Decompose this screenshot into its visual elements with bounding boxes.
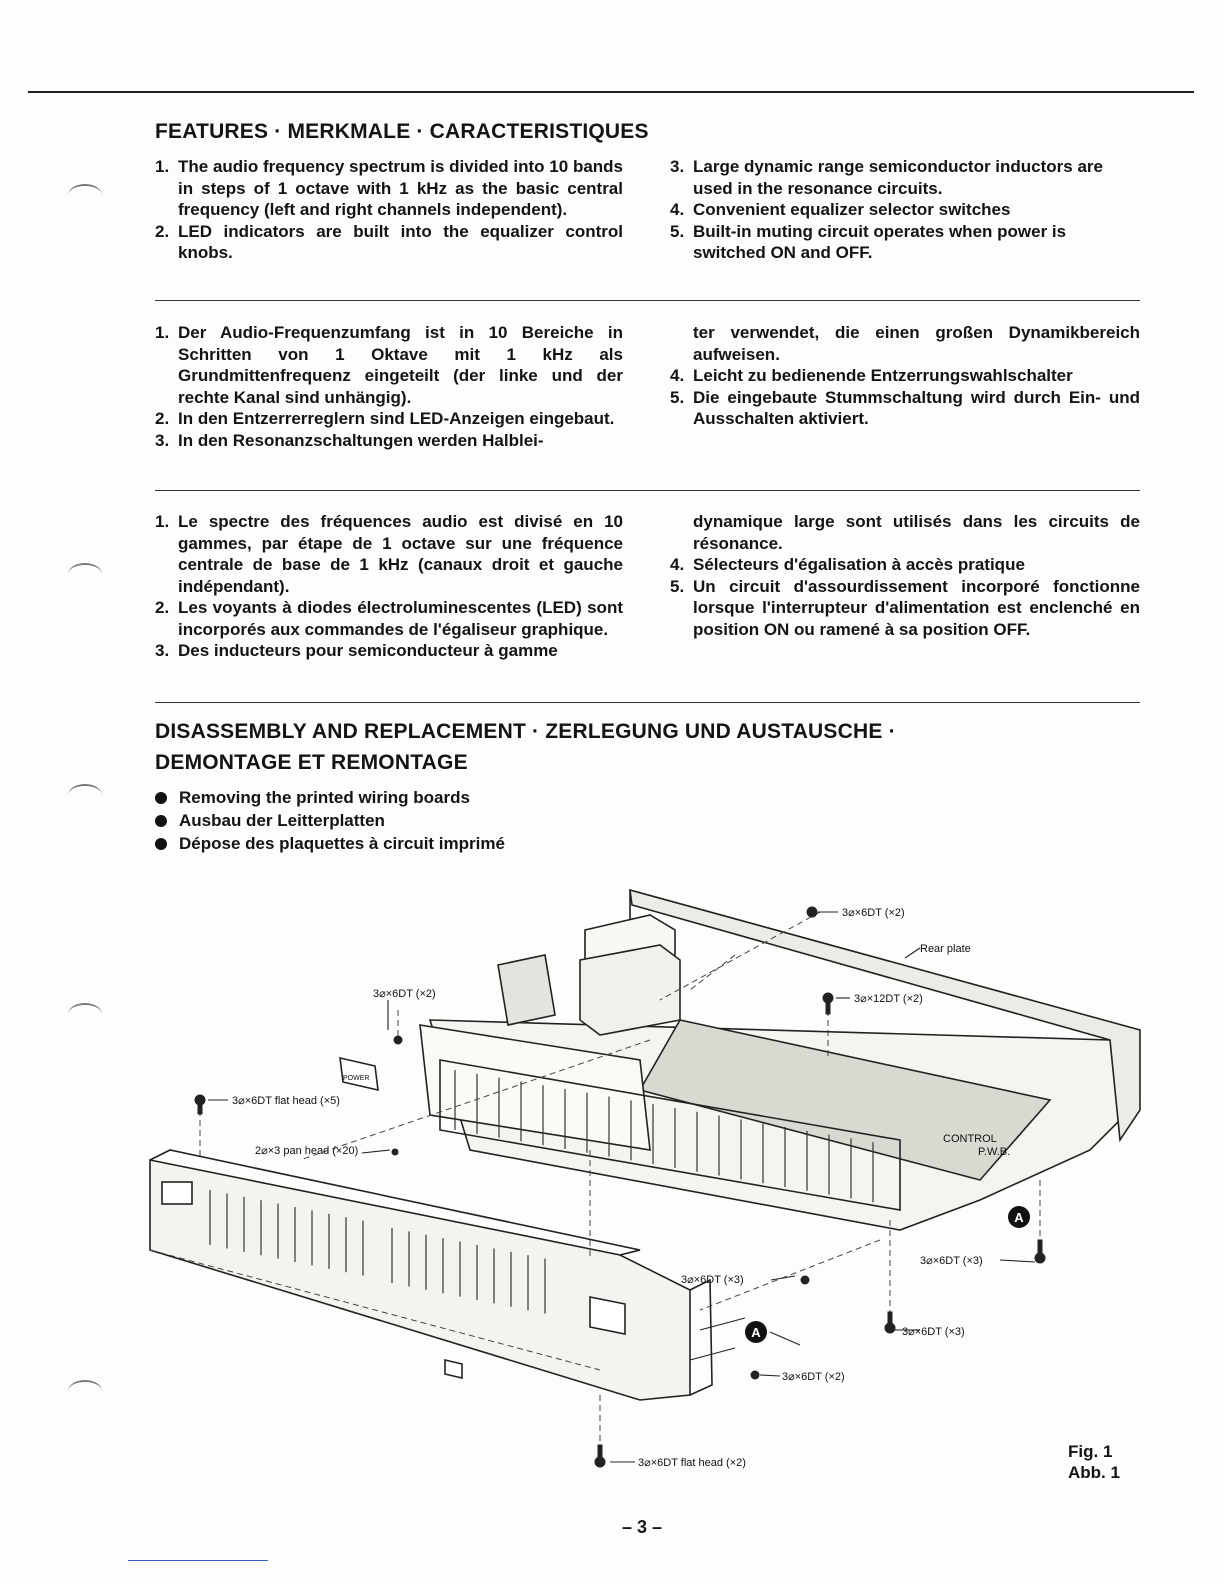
disassembly-bullets: [155, 786, 505, 855]
label-screw-bottom2: 3⌀×6DT (×2): [782, 1371, 845, 1383]
features-fr-left: [155, 511, 623, 662]
list-item: 3. Large dynamic range semiconductor inductors are used in the resonance circuits.: [670, 157, 1104, 198]
header-rule: [28, 91, 1194, 93]
margin-mark: [68, 784, 102, 806]
list-item: 2. Les voyants à diodes électroluminescentes (LED) sont incorporés aux commandes de l'égaliseur graphique.: [155, 598, 623, 639]
list-item: 4. Sélecteurs d'égalisation à accès pratique: [670, 555, 1025, 574]
list-item: 4. Convenient equalizer selector switches: [670, 200, 1011, 219]
list-item: 1. Le spectre des fréquences audio est divisé en 10 gammes, par étape de 1 octave sur une fréquence centrale de base de 1 kHz (canaux droit et gauche indépendant).: [155, 512, 623, 596]
list-item: 5. Un circuit d'assourdissement incorporé fonctionne lorsque l'interrupteur d'alimentation est enclenché en position ON ou ramené à sa position OFF.: [670, 576, 1140, 639]
list-item: 1. Der Audio-Frequenzumfang ist in 10 Bereiche in Schritten von 1 Oktave mit 1 kHz als Grundmittenfrequenz eingeteilt (der linke und der rechte Kanal sind unhängig).: [155, 323, 623, 407]
list-item: 1. The audio frequency spectrum is divided into 10 bands in steps of 1 octave with 1 kHz as the basic central frequency (left and right channels independent).: [155, 157, 623, 219]
footer-rule: [128, 1560, 268, 1561]
list-item: 2. In den Entzerrerreglern sind LED-Anzeigen eingebaut.: [155, 409, 615, 428]
label-screw-mid3: 3⌀×6DT (×3): [681, 1274, 744, 1286]
label-screw-flat2: 3⌀×6DT flat head (×2): [638, 1457, 746, 1469]
label-rear-plate: Rear plate: [920, 943, 971, 955]
label-screw-left: 3⌀×6DT (×2): [373, 988, 436, 1000]
list-item: Removing the printed wiring boards: [155, 786, 505, 809]
features-fr-right: [670, 511, 1140, 640]
features-en-left: [155, 156, 623, 264]
list-item: 2. LED indicators are built into the equalizer control knobs.: [155, 221, 623, 262]
features-de-right: [670, 322, 1140, 430]
list-item: 3. Des inducteurs pour semiconducteur à gamme: [155, 641, 558, 660]
figure-caption-de: Abb. 1: [1068, 1463, 1120, 1482]
features-title: FEATURES · MERKMALE · CARACTERISTIQUES: [155, 120, 649, 143]
list-item: ter verwendet, die einen großen Dynamikbereich aufweisen.: [693, 323, 1140, 364]
label-screw-flat5: 3⌀×6DT flat head (×5): [232, 1095, 340, 1107]
figure-caption-en: Fig. 1: [1068, 1442, 1113, 1461]
list-item: 5. Die eingebaute Stummschaltung wird durch Ein- und Ausschalten aktiviert.: [670, 387, 1140, 428]
figure-caption: [1068, 1441, 1120, 1483]
label-power: POWER: [343, 1075, 370, 1082]
section-divider: [155, 300, 1140, 301]
list-item: 4. Leicht zu bedienende Entzerrungswahlschalter: [670, 366, 1073, 385]
list-item: dynamique large sont utilisés dans les circuits de résonance.: [693, 512, 1140, 553]
list-item: 3. In den Resonanzschaltungen werden Halblei-: [155, 430, 544, 450]
section-divider: [155, 702, 1140, 703]
list-item: 5. Built-in muting circuit operates when power is switched ON and OFF.: [670, 221, 1067, 262]
exploded-view-diagram: [0, 870, 1224, 1490]
features-en-right: [670, 156, 1140, 264]
page-number: – 3 –: [622, 1517, 663, 1537]
marker-a: A: [1014, 1210, 1024, 1225]
label-control-pwb: P.W.B.: [978, 1146, 1011, 1158]
disassembly-title-line1: DISASSEMBLY AND REPLACEMENT · ZERLEGUNG UND AUSTAUSCHE ·: [155, 720, 896, 743]
label-screw-bottom3: 3⌀×6DT (×3): [902, 1326, 965, 1338]
label-screw-top: 3⌀×6DT (×2): [842, 907, 905, 919]
list-item: Dépose des plaquettes à circuit imprimé: [155, 832, 505, 855]
marker-a: A: [751, 1325, 761, 1340]
label-screw-12dt: 3⌀×12DT (×2): [854, 993, 923, 1005]
label-control-pwb: CONTROL: [943, 1133, 997, 1145]
margin-mark: [68, 184, 102, 206]
label-pan-head: 2⌀×3 pan head (×20): [255, 1145, 359, 1157]
label-screw-right3: 3⌀×6DT (×3): [920, 1255, 983, 1267]
disassembly-title-line2: DEMONTAGE ET REMONTAGE: [155, 751, 468, 774]
section-divider: [155, 490, 1140, 491]
features-de-left: [155, 322, 623, 451]
margin-mark: [68, 563, 102, 585]
list-item: Ausbau der Leitterplatten: [155, 809, 505, 832]
